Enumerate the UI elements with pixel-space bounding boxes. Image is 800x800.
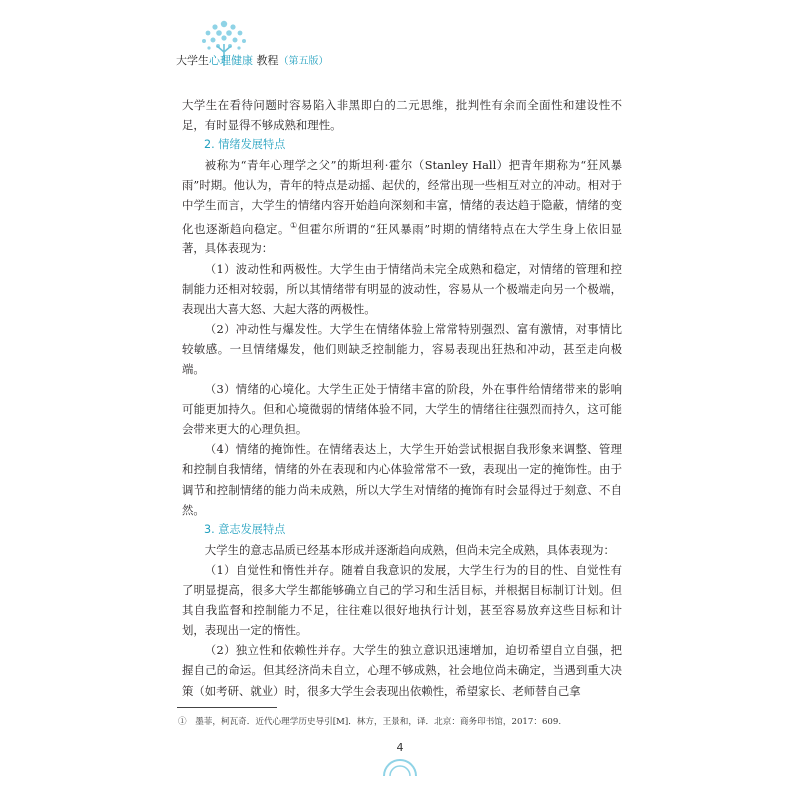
- book-title-suffix: 教程: [256, 54, 279, 67]
- paragraph-emotion-1-b: 但霍尔所谓的“狂风暴雨”时期的情绪特点在大学生身上依旧显著，具体表现为：: [182, 221, 622, 256]
- page-number: 4: [396, 741, 404, 754]
- body-text: [182, 95, 622, 701]
- section-heading-will: 3. 意志发展特点: [204, 522, 286, 536]
- footnote-1: ① 墨菲，柯瓦奇．近代心理学历史导引[M]．林方，王景和，译．北京：商务印书馆，2017：609.: [178, 717, 562, 727]
- paragraph-will-3: （2）独立性和依赖性并存。大学生的独立意识迅速增加，迫切希望自立自强，把握自己的命运。但其经济尚未自立，心理不够成熟，社会地位尚未确定，当遇到重大决策（如考研、就业）时，很多大学生会表现出依赖性，希望家长、老师替自己拿: [182, 643, 622, 698]
- footnote-ref-1[interactable]: ①: [290, 220, 298, 230]
- page-number-ornament: [380, 756, 420, 778]
- paragraph-intro: 大学生在看待问题时容易陷入非黑即白的二元思维，批判性有余而全面性和建设性不足，有时显得不够成熟和理性。: [182, 98, 622, 133]
- paragraph-emotion-2: （1）波动性和两极性。大学生由于情绪尚未完全成熟和稳定，对情绪的管理和控制能力还相对较弱，所以其情绪带有明显的波动性，容易从一个极端走向另一个极端，表现出大喜大怒、大起大落的两极性。: [182, 261, 622, 316]
- paragraph-emotion-1: [182, 155, 622, 258]
- section-heading-emotion: 2. 情绪发展特点: [204, 138, 286, 152]
- paragraph-emotion-5: （4）情绪的掩饰性。在情绪表达上，大学生开始尝试根据自我形象来调整、管理和控制自我情绪，情绪的外在表现和内心体验常常不一致，表现出一定的掩饰性。由于调节和控制情绪的能力尚未成熟，所以大学生对情绪的掩饰有时会显得过于刻意、不自然。: [182, 442, 622, 517]
- paragraph-will-2: （1）自觉性和惰性并存。随着自我意识的发展，大学生行为的目的性、自觉性有了明显提高，很多大学生都能够确立自己的学习和生活目标，并根据目标制订计划。但其自我监督和控制能力不足，往往难以很好地执行计划，甚至容易放弃这些目标和计划，表现出一定的惰性。: [182, 562, 622, 638]
- book-title-highlight: 心理健康: [209, 54, 253, 67]
- paragraph-emotion-4: （3）情绪的心境化。大学生正处于情绪丰富的阶段，外在事件给情绪带来的影响可能更加持久。但和心境微弱的情绪体验不同，大学生的情绪往往强烈而持久，这可能会带来更大的心理负担。: [182, 382, 622, 437]
- book-title-prefix: 大学生: [176, 54, 209, 67]
- running-header: [176, 52, 329, 68]
- paragraph-emotion-1-a: 被称为“青年心理学之父”的斯坦利·霍尔（Stanley Hall）把青年期称为“狂风暴雨”时期。他认为，青年的特点是动摇、起伏的，经常出现一些相互对立的冲动。相对于中学生而言，大学生的情绪内容开始趋向深刻和丰富，情绪的表达趋于隐蔽，情绪的变化也逐渐趋向稳定。: [182, 158, 622, 236]
- paragraph-emotion-3: （2）冲动性与爆发性。大学生在情绪体验上常常特别强烈、富有激情，对事情比较敏感。一旦情绪爆发，他们则缺乏控制能力，容易表现出狂热和冲动，甚至走向极端。: [182, 321, 622, 377]
- paragraph-will-1: 大学生的意志品质已经基本形成并逐渐趋向成熟，但尚未完全成熟，具体表现为：: [204, 542, 615, 557]
- edition-label: （第五版）: [278, 56, 329, 67]
- footnote-divider: [177, 707, 277, 708]
